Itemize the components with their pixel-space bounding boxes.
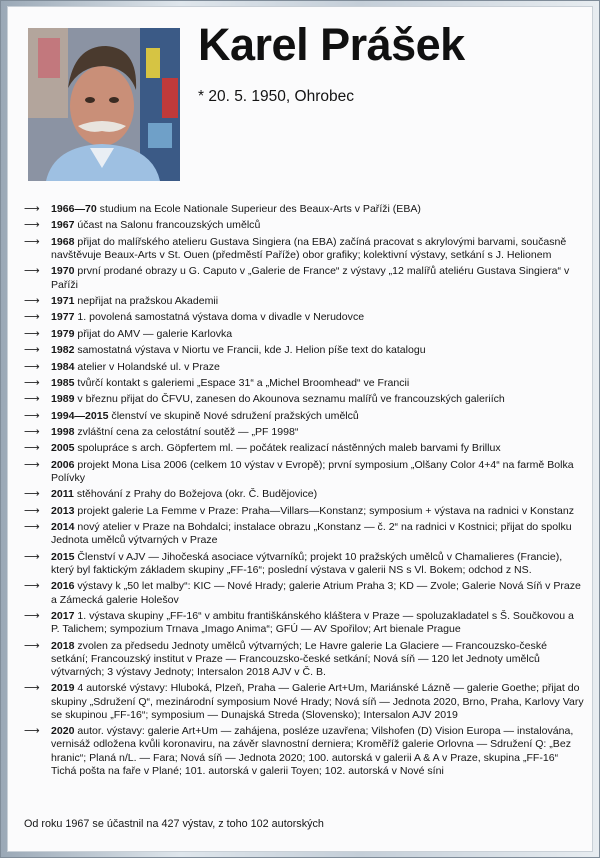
timeline-year: 2013 [51,504,75,517]
timeline-description: tvůrčí kontakt s galeriemi „Espace 31“ a „Michel Broomhead“ ve Francii [74,376,410,389]
timeline-entry [24,265,584,291]
arrow-right-icon: ⟶ [24,327,40,340]
biography-poster [7,6,593,852]
timeline-entry [24,328,584,341]
timeline-year: 1979 [51,327,75,340]
timeline-description: zvolen za předsedu Jednoty umělců výtvarných; Le Havre galerie La Glaciere — Francouzsko-české setkání; Francouzský institut v Praze — Francouzsko-české setkání; Nová síň — 120 let Jednoty umělců výtvarných; 3 výstavy Jednoty; Intersalon 2018 AJV v Č. B. [51,639,547,679]
timeline-entry [24,521,584,547]
timeline-entry [24,488,584,501]
arrow-right-icon: ⟶ [24,311,40,324]
timeline-entry [24,610,584,636]
timeline-entry [24,203,584,216]
timeline-description: projekt Mona Lisa 2006 (celkem 10 výstav v Evropě); první symposium „Olšany Color 4+4“ na farmě Bolka Polívky [51,458,574,485]
timeline-year: 2016 [51,580,75,593]
timeline-year: 1977 [51,311,75,324]
timeline-year: 2018 [51,639,75,652]
timeline-description: spolupráce s arch. Göpfertem ml. — počátek realizací nástěnných maleb barvami fy Brillux [74,442,501,455]
timeline-year: 1984 [51,360,75,373]
timeline-year: 1998 [51,426,75,439]
timeline-description: přijat do malířského atelieru Gustava Singiera (na EBA) začíná pracovat s akrylovými barvami, současně navštěvuje Beaux-Arts v St. Ouen (předměstí Paříže) obor grafiky; kolektivní výstavy, setkání s J. Helionem [51,235,567,261]
timeline-year: 2017 [51,610,75,623]
timeline-year: 2015 [51,550,75,563]
timeline-year: 2019 [51,682,75,695]
artist-portrait-photo [28,28,180,181]
timeline-entry [24,640,584,680]
timeline-description: účast na Salonu francouzských umělců [74,219,261,232]
arrow-right-icon: ⟶ [24,376,40,389]
timeline-year: 1968 [51,235,75,248]
arrow-right-icon: ⟶ [24,725,40,738]
arrow-right-icon: ⟶ [24,393,40,406]
timeline-entry [24,410,584,423]
arrow-right-icon: ⟶ [24,550,40,563]
timeline-entry [24,344,584,357]
timeline-description: projekt galerie La Femme v Praze: Praha—Villars—Konstanz; symposium + výstava na radnici v Konstanz [74,504,575,517]
arrow-right-icon: ⟶ [24,265,40,278]
arrow-right-icon: ⟶ [24,580,40,593]
timeline-entry [24,442,584,455]
timeline-description: 4 autorské výstavy: Hluboká, Plzeň, Praha — Galerie Art+Um, Mariánské Lázně — galerie Goethe; přijat do skupiny „Sdružení Q“, mezinárodní symposium Nové Hrady; Nová síň — Jednota 2020, Brno, Praha, Karlovy Vary se skupinou „FF-16“; symposium — Dunajská Streda (Slovensko); Intersalon AJV 2019 [51,682,584,721]
timeline-entry [24,459,584,485]
timeline-description: v březnu přijat do ČFVU, zanesen do Akounova seznamu malířů ve francouzských galeriích [74,393,505,406]
timeline-description: nový atelier v Praze na Bohdalci; instalace obrazu „Konstanz — č. 2“ na radnici v Kostnici; přijat do spolku Jednota umělců výtvarných v Praze [51,521,572,547]
timeline-year: 2020 [51,725,75,738]
timeline-entry [24,580,584,606]
timeline-description: 1. povolená samostatná výstava doma v divadle v Nerudovce [74,311,365,324]
arrow-right-icon: ⟶ [24,409,40,422]
arrow-right-icon: ⟶ [24,426,40,439]
timeline-description: zvláštní cena za celostátní soutěž — „PF 1998“ [74,426,299,439]
timeline-description: nepřijat na pražskou Akademii [74,294,219,307]
timeline-description: samostatná výstava v Niortu ve Francii, kde J. Helion píše text do katalogu [74,344,426,357]
timeline-description: autor. výstavy: galerie Art+Um — zahájena, posléze uzavřena; Vilshofen (D) Vision Europa — instalována, vernisáž odložena kvůli koronaviru, na závěr slavnostní derniera; Kroměříž galerie Orlovna — Sdružení Q: „Bez hranic“; Planá n/L. — Fara; Nová síň — Jednota 2020; 100. autorská v galerii A & A v Praze, skupina „FF-16“ Tichá pošta na faře v Plané; 101. autorská v galerii Toyen; 102. autorská v Nové síni [51,725,574,777]
birth-date-place: * 20. 5. 1950, Ohrobec [198,88,354,105]
arrow-right-icon: ⟶ [24,360,40,373]
timeline-year: 1989 [51,393,75,406]
timeline-description: 1. výstava skupiny „FF-16“ v ambitu františkánského kláštera v Praze — spoluzakladatel s Š. Součkovou a P. Talichem; sympozium Trnava „Imago Anima“; GFÚ — AV Spořilov; Art bienale Prague [51,610,574,636]
timeline-year: 1967 [51,219,75,232]
arrow-right-icon: ⟶ [24,442,40,455]
arrow-right-icon: ⟶ [24,235,40,248]
timeline-entry [24,219,584,232]
timeline-description: výstavy k „50 let malby“: KIC — Nové Hrady; galerie Atrium Praha 3; KD — Zvole; Galerie Nová Síň v Praze a Zámecká galerie Holešov [51,580,581,606]
artist-name-heading: Karel Prášek [198,19,465,70]
arrow-right-icon: ⟶ [24,219,40,232]
timeline-year: 1985 [51,376,75,389]
timeline-entry [24,311,584,324]
timeline-year: 1982 [51,344,75,357]
arrow-right-icon: ⟶ [24,610,40,623]
arrow-right-icon: ⟶ [24,458,40,471]
timeline-year: 2006 [51,458,75,471]
timeline-year: 2014 [51,521,75,534]
exhibition-summary: Od roku 1967 se účastnil na 427 výstav, z toho 102 autorských [24,818,324,830]
timeline-description: přijat do AMV — galerie Karlovka [74,327,233,340]
timeline-year: 2005 [51,442,75,455]
timeline-description: členství ve skupině Nové sdružení pražských umělců [108,409,359,422]
arrow-right-icon: ⟶ [24,639,40,652]
arrow-right-icon: ⟶ [24,294,40,307]
timeline-entry [24,361,584,374]
timeline-entry [24,236,584,262]
arrow-right-icon: ⟶ [24,203,40,215]
timeline-year: 1971 [51,294,75,307]
timeline-description: studium na Ecole Nationale Superieur des Beaux-Arts v Paříži (EBA) [96,203,421,215]
timeline-entry [24,295,584,308]
arrow-right-icon: ⟶ [24,504,40,517]
arrow-right-icon: ⟶ [24,488,40,501]
timeline-description: stěhování z Prahy do Božejova (okr. Č. Budějovice) [73,488,318,501]
timeline-entry [24,426,584,439]
timeline-year: 2011 [51,488,74,501]
arrow-right-icon: ⟶ [24,521,40,534]
timeline-entry [24,377,584,390]
timeline-description: atelier v Holandské ul. v Praze [74,360,220,373]
timeline-year: 1966—70 [51,203,97,215]
timeline-entry [24,725,584,778]
timeline-entry [24,505,584,518]
timeline-entry [24,393,584,406]
arrow-right-icon: ⟶ [24,682,40,695]
biography-timeline [24,203,584,781]
timeline-description: Členství v AJV — Jihočeská asociace výtvarníků; projekt 10 pražských umělců v Chamalieres (Francie), který byl faktickým základem skupiny „FF-16“; poslední výstava v galerii NS s Vl. Bokem; odchod z NS. [51,550,563,577]
timeline-year: 1994—2015 [51,409,109,422]
timeline-entry [24,551,584,577]
timeline-description: první prodané obrazy u G. Caputo v „Galerie de France“ z výstavy „12 malířů ateliéru Gustava Singiera“ v Paříži [51,265,570,291]
timeline-entry [24,682,584,722]
timeline-year: 1970 [51,265,75,278]
arrow-right-icon: ⟶ [24,344,40,357]
